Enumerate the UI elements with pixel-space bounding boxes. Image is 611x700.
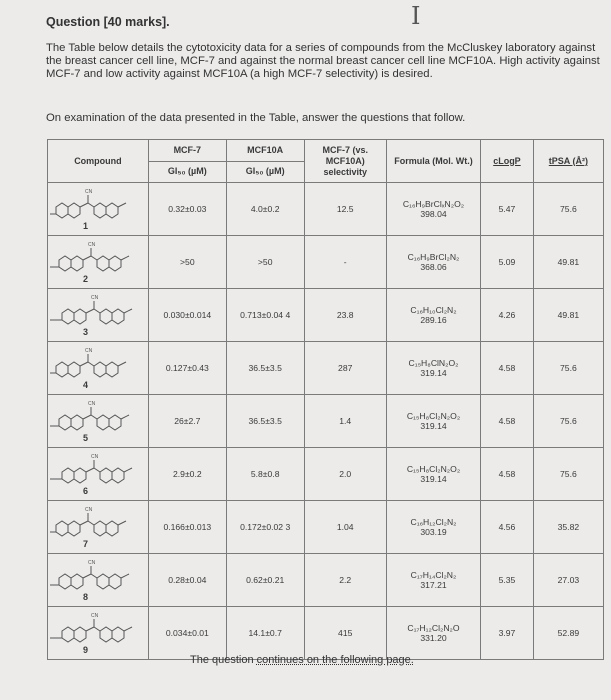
clogp-cell: 4.58 xyxy=(481,448,534,501)
mcf10a-cell: >50 xyxy=(226,236,304,289)
formula-cell xyxy=(386,554,480,607)
tpsa-cell: 75.6 xyxy=(533,342,603,395)
mcf7-cell: 2.9±0.2 xyxy=(148,448,226,501)
svg-text:CN: CN xyxy=(88,242,96,248)
mcf10a-cell: 0.713±0.04 4 xyxy=(226,289,304,342)
compound-cell xyxy=(48,289,149,342)
compound-structure-icon xyxy=(48,395,140,447)
compound-number: 4 xyxy=(83,380,89,390)
formula-cell xyxy=(386,448,480,501)
svg-text:CN: CN xyxy=(91,295,99,301)
svg-text:CN: CN xyxy=(88,560,96,566)
selectivity-cell: 12.5 xyxy=(304,183,386,236)
compound-number: 7 xyxy=(83,539,89,549)
tpsa-cell: 49.81 xyxy=(533,289,603,342)
mol-weight-text: 319.14 xyxy=(420,368,447,378)
selectivity-cell: 287 xyxy=(304,342,386,395)
mcf10a-cell: 0.62±0.21 xyxy=(226,554,304,607)
table-header-row xyxy=(48,140,604,183)
compound-cell xyxy=(48,448,149,501)
cytotoxicity-table xyxy=(47,139,604,660)
table-row xyxy=(48,236,604,289)
svg-text:CN: CN xyxy=(85,348,93,354)
header-tpsa: tPSA (Å²) xyxy=(533,140,603,183)
formula-text: C₁₅H₈ClN₂O₂ xyxy=(408,358,459,368)
selectivity-cell: 415 xyxy=(304,607,386,660)
selectivity-cell: - xyxy=(304,236,386,289)
clogp-cell: 5.09 xyxy=(481,236,534,289)
question-task: On examination of the data presented in the Table, answer the questions that follow. xyxy=(46,112,466,124)
mcf7-cell: 0.034±0.01 xyxy=(148,607,226,660)
mcf7-cell: 0.127±0.43 xyxy=(148,342,226,395)
mcf7-cell: 0.32±0.03 xyxy=(148,183,226,236)
mcf10a-cell: 36.5±3.5 xyxy=(226,342,304,395)
footer-note: The question continues on the following page. xyxy=(190,654,414,666)
compound-number: 9 xyxy=(83,645,89,655)
mcf7-cell: 0.166±0.013 xyxy=(148,501,226,554)
clogp-cell: 4.58 xyxy=(481,342,534,395)
formula-text: C₁₆H₁₂Cl₂N₂ xyxy=(410,517,457,527)
table-row xyxy=(48,395,604,448)
svg-text:CN: CN xyxy=(85,189,93,195)
clogp-cell: 3.97 xyxy=(481,607,534,660)
compound-number: 1 xyxy=(83,221,89,231)
formula-cell xyxy=(386,342,480,395)
mcf7-cell: >50 xyxy=(148,236,226,289)
header-compound: Compound xyxy=(48,140,149,183)
clogp-cell: 5.47 xyxy=(481,183,534,236)
formula-text: C₁₅H₈Cl₂N₂O₂ xyxy=(406,411,461,421)
selectivity-cell: 23.8 xyxy=(304,289,386,342)
mcf7-cell: 0.28±0.04 xyxy=(148,554,226,607)
compound-cell xyxy=(48,342,149,395)
header-formula: Formula (Mol. Wt.) xyxy=(386,140,480,183)
compound-cell xyxy=(48,183,149,236)
mcf7-cell: 0.030±0.014 xyxy=(148,289,226,342)
formula-text: C₁₇H₁₄Cl₂N₂ xyxy=(410,570,457,580)
tpsa-cell: 27.03 xyxy=(533,554,603,607)
compound-number: 2 xyxy=(83,274,89,284)
compound-cell xyxy=(48,395,149,448)
table-row xyxy=(48,183,604,236)
tpsa-cell: 75.6 xyxy=(533,448,603,501)
clogp-cell: 5.35 xyxy=(481,554,534,607)
table-row xyxy=(48,289,604,342)
tpsa-cell: 75.6 xyxy=(533,183,603,236)
formula-cell xyxy=(386,607,480,660)
clogp-cell: 4.26 xyxy=(481,289,534,342)
selectivity-cell: 1.4 xyxy=(304,395,386,448)
formula-cell xyxy=(386,395,480,448)
compound-cell xyxy=(48,236,149,289)
formula-text: C₁₆H₉BrClₓN₂O₂ xyxy=(402,199,465,209)
tpsa-cell: 75.6 xyxy=(533,395,603,448)
question-intro: The Table below details the cytotoxicity data for a series of compounds from the McCluskey laboratory against the breast cancer cell line, MCF-7 and against the normal breast cancer cell line MCF10A. High activity against MCF-7 and low activity against MCF10A (a high MCF-7 selectivity) is desired. xyxy=(46,42,600,80)
table-row xyxy=(48,448,604,501)
table-row xyxy=(48,342,604,395)
mol-weight-text: 368.06 xyxy=(420,262,447,272)
compound-structure-icon xyxy=(48,554,140,606)
text-cursor-icon: I xyxy=(411,2,421,30)
formula-text: C₁₅H₈Cl₂N₂O₂ xyxy=(406,464,461,474)
mol-weight-text: 331.20 xyxy=(420,633,447,643)
svg-text:CN: CN xyxy=(91,613,99,619)
tpsa-cell: 49.81 xyxy=(533,236,603,289)
svg-text:CN: CN xyxy=(85,507,93,513)
formula-text: C₁₆H₉BrCl₂N₂ xyxy=(407,252,460,262)
compound-structure-icon xyxy=(48,342,140,394)
mol-weight-text: 398.04 xyxy=(420,209,447,219)
tpsa-cell: 35.82 xyxy=(533,501,603,554)
mcf10a-cell: 14.1±0.7 xyxy=(226,607,304,660)
compound-number: 3 xyxy=(83,327,89,337)
mol-weight-text: 319.14 xyxy=(420,421,447,431)
selectivity-cell: 2.2 xyxy=(304,554,386,607)
header-selectivity: MCF-7 (vs. MCF10A) selectivity xyxy=(304,140,386,183)
mol-weight-text: 317.21 xyxy=(420,580,447,590)
formula-cell xyxy=(386,289,480,342)
header-mcf7: MCF-7 GI₅₀ (µM) xyxy=(148,140,226,183)
compound-cell xyxy=(48,554,149,607)
header-clogp: cLogP xyxy=(481,140,534,183)
clogp-cell: 4.56 xyxy=(481,501,534,554)
clogp-cell: 4.58 xyxy=(481,395,534,448)
mcf7-cell: 26±2.7 xyxy=(148,395,226,448)
formula-cell xyxy=(386,501,480,554)
compound-cell xyxy=(48,607,149,660)
selectivity-cell: 1.04 xyxy=(304,501,386,554)
compound-structure-icon xyxy=(48,448,140,500)
tpsa-cell: 52.89 xyxy=(533,607,603,660)
table-row xyxy=(48,501,604,554)
formula-cell xyxy=(386,236,480,289)
compound-number: 5 xyxy=(83,433,89,443)
question-title: Question [40 marks]. xyxy=(46,15,170,29)
selectivity-cell: 2.0 xyxy=(304,448,386,501)
mcf10a-cell: 4.0±0.2 xyxy=(226,183,304,236)
compound-structure-icon xyxy=(48,289,140,341)
compound-structure-icon xyxy=(48,607,140,659)
formula-cell xyxy=(386,183,480,236)
table-row xyxy=(48,607,604,660)
mol-weight-text: 303.19 xyxy=(420,527,447,537)
formula-text: C₁₆H₁₀Cl₂N₂ xyxy=(410,305,457,315)
compound-number: 8 xyxy=(83,592,89,602)
svg-text:CN: CN xyxy=(88,401,96,407)
compound-structure-icon xyxy=(48,183,140,235)
compound-structure-icon xyxy=(48,236,140,288)
formula-text: C₁₇H₁₂Cl₂N₂O xyxy=(407,623,460,633)
compound-cell xyxy=(48,501,149,554)
svg-text:CN: CN xyxy=(91,454,99,460)
mcf10a-cell: 0.172±0.02 3 xyxy=(226,501,304,554)
mol-weight-text: 319.14 xyxy=(420,474,447,484)
table-row xyxy=(48,554,604,607)
mol-weight-text: 289.16 xyxy=(420,315,447,325)
compound-number: 6 xyxy=(83,486,89,496)
compound-structure-icon xyxy=(48,501,140,553)
mcf10a-cell: 36.5±3.5 xyxy=(226,395,304,448)
mcf10a-cell: 5.8±0.8 xyxy=(226,448,304,501)
header-mcf10a: MCF10A GI₅₀ (µM) xyxy=(226,140,304,183)
